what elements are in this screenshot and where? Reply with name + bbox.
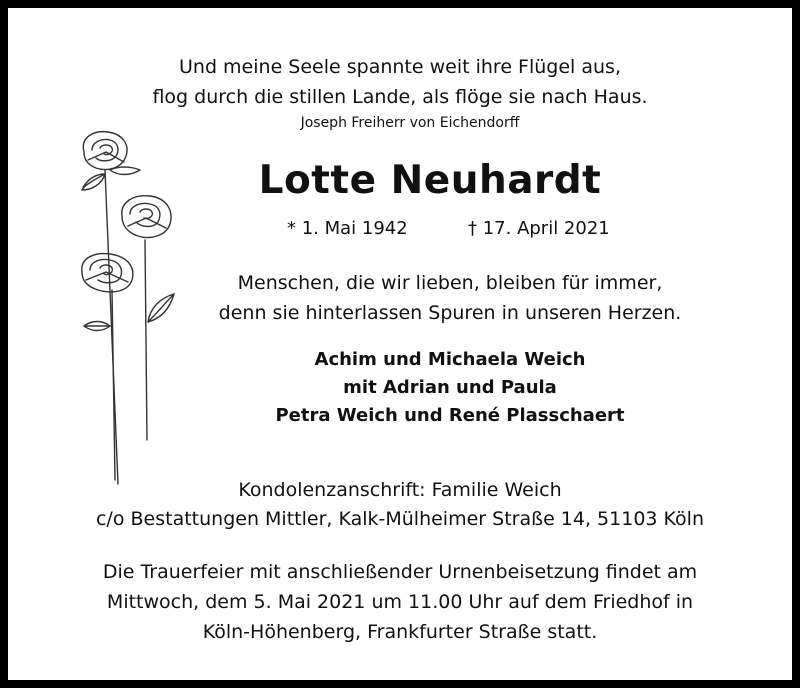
condolence-line-2: c/o Bestattungen Mittler, Kalk-Mülheimer Straße 14, 51103 Köln — [95, 508, 704, 530]
family-line-2: mit Adrian und Paula — [343, 377, 557, 398]
service-line-3: Köln-Höhenberg, Frankfurter Straße statt. — [202, 621, 598, 643]
service-line-1: Die Trauerfeier mit anschließender Urnenbeisetzung findet am — [102, 561, 698, 583]
quote-line-1: Und meine Seele spannte weit ihre Flügel aus, — [179, 56, 621, 78]
quote-line-2: flog durch die stillen Lande, als flöge sie nach Haus. — [152, 86, 648, 108]
death-date: † 17. April 2021 — [468, 218, 610, 239]
motto-line-1: Menschen, die wir lieben, bleiben für immer, — [237, 272, 663, 294]
condolence-line-1: Kondolenzanschrift: Familie Weich — [238, 479, 562, 501]
birth-date: * 1. Mai 1942 — [287, 218, 408, 239]
deceased-name: Lotte Neuhardt — [258, 158, 602, 203]
quote-author: Joseph Freiherr von Eichendorff — [300, 115, 520, 131]
service-line-2: Mittwoch, dem 5. Mai 2021 um 11.00 Uhr auf dem Friedhof in — [106, 591, 694, 613]
family-line-1: Achim und Michaela Weich — [314, 349, 586, 370]
motto-line-2: denn sie hinterlassen Spuren in unseren Herzen. — [218, 302, 682, 324]
family-line-3: Petra Weich und René Plasschaert — [275, 405, 625, 426]
